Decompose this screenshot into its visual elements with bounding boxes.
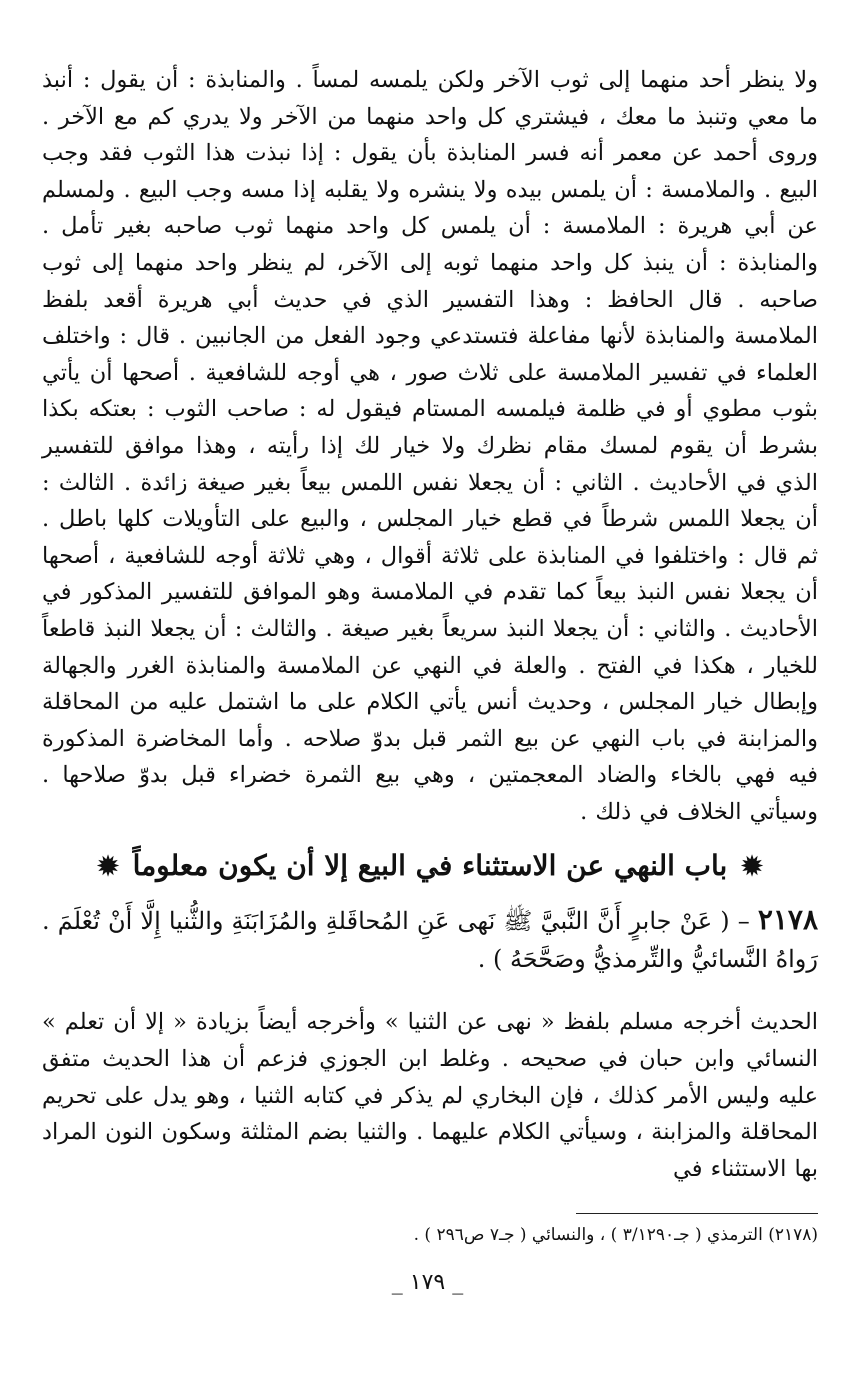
star-ornament-icon: ✹ xyxy=(97,852,119,883)
hadith-number: ٢١٧٨ xyxy=(757,903,818,937)
hadith-dash: – xyxy=(729,907,758,936)
section-title: باب النهي عن الاستثناء في البيع إلا أن يكون معلوماً xyxy=(132,849,728,883)
commentary-paragraph: الحديث أخرجه مسلم بلفظ « نهى عن الثنيا » وأخرجه أيضاً بزيادة « إلا أن تعلم » النسائي وابن حبان في صحيحه . وغلط ابن الجوزي فزعم أن هذا الحديث متفق عليه وليس الأمر كذلك ، فإن البخاري لم يذكر في كتابه الثنيا ، وهو يدل على تحريم المحاقلة والمزابنة ، وسيأتي الكلام عليهما . والثنيا بضم المثلثة وسكون النون المراد بها الاستثناء في xyxy=(42,1009,818,1182)
body-paragraph: ولا ينظر أحد منهما إلى ثوب الآخر ولكن يلمسه لمساً . والمنابذة : أن يقول : أنبذ ما معي وتنبذ ما معك ، فيشتري كل واحد منهما من الآخر ولا يدري كم مع الآخر . وروى أحمد عن معمر أنه فسر المنابذة بأن يقول : إذا نبذت هذا الثوب فقد وجب البيع . والملامسة : أن يلمس بيده ولا ينشره ولا يقلبه إذا مسه وجب البيع . ولمسلم عن أبي هريرة : الملامسة : أن يلمس كل واحد منهما ثوب صاحبه بغير تأمل . والمنابذة : أن ينبذ كل واحد منهما ثوبه إلى الآخر، لم ينظر واحد منهما إلى ثوب صاحبه . قال الحافظ : وهذا التفسير الذي في حديث أبي هريرة أقعد بلفظ الملامسة والمنابذة لأنها مفاعلة فتستدعي وجود الفعل من الجانبين . قال : واختلف العلماء في تفسير الملامسة على ثلاث صور ، هي أوجه للشافعية . أصحها أن يأتي بثوب مطوي أو في ظلمة فيلمسه المستام فيقول له : صاحب الثوب : بعتكه بكذا بشرط أن يقوم لمسك مقام نظرك ولا خيار لك إذا رأيته ، وهذا موافق للتفسير الذي في الأحاديث . الثاني : أن يجعلا نفس اللمس بيعاً بغير صيغة زائدة . الثالث : أن يجعلا اللمس شرطاً في قطع خيار المجلس ، والبيع على التأويلات كلها باطل . ثم قال : واختلفوا في المنابذة على ثلاثة أقوال ، وهي ثلاثة أوجه للشافعية ، أصحها أن يجعلا نفس النبذ بيعاً كما تقدم في الملامسة وهو الموافق للتفسير المذكور في الأحاديث . والثاني : أن يجعلا النبذ سريعاً بغير صيغة . والثالث : أن يجعلا النبذ قاطعاً للخيار ، هكذا في الفتح . والعلة في النهي عن الملامسة والمنابذة الغرر والجهالة وإبطال خيار المجلس ، وحديث أنس يأتي الكلام على ما اشتمل عليه من المحاقلة والمزابنة في باب النهي عن بيع الثمر قبل بدوّ صلاحه . وأما المخاضرة المذكورة فيه فهي بالخاء والضاد المعجمتين ، وهي بيع الثمرة خضراء قبل بدوّ صلاحها . وسيأتي الخلاف في ذلك . xyxy=(42,67,818,825)
page-body xyxy=(42,62,818,1187)
hadith-body: ( عَنْ جابرٍ أَنَّ النَّبيَّ ﷺ نَهى عَنِ المُحاقَلةِ والمُزَابَنَةِ والثُّنيا إِلَّا أَنْ تُعْلَمَ . رَواهُ النَّسائيُّ والتِّرمذيُّ وصَحَّحَهُ ) . xyxy=(42,907,818,974)
star-ornament-icon: ✹ xyxy=(741,852,763,883)
hadith-text xyxy=(42,901,818,978)
footnote: (٢١٧٨) الترمذي ( جـ٣/١٢٩٠ ) ، والنسائي ( جـ٧ ص٢٩٦ ) . xyxy=(413,1225,818,1245)
page-number: _ ١٧٩ _ xyxy=(391,1270,464,1295)
footnote-divider xyxy=(576,1213,818,1214)
section-heading xyxy=(42,844,818,889)
